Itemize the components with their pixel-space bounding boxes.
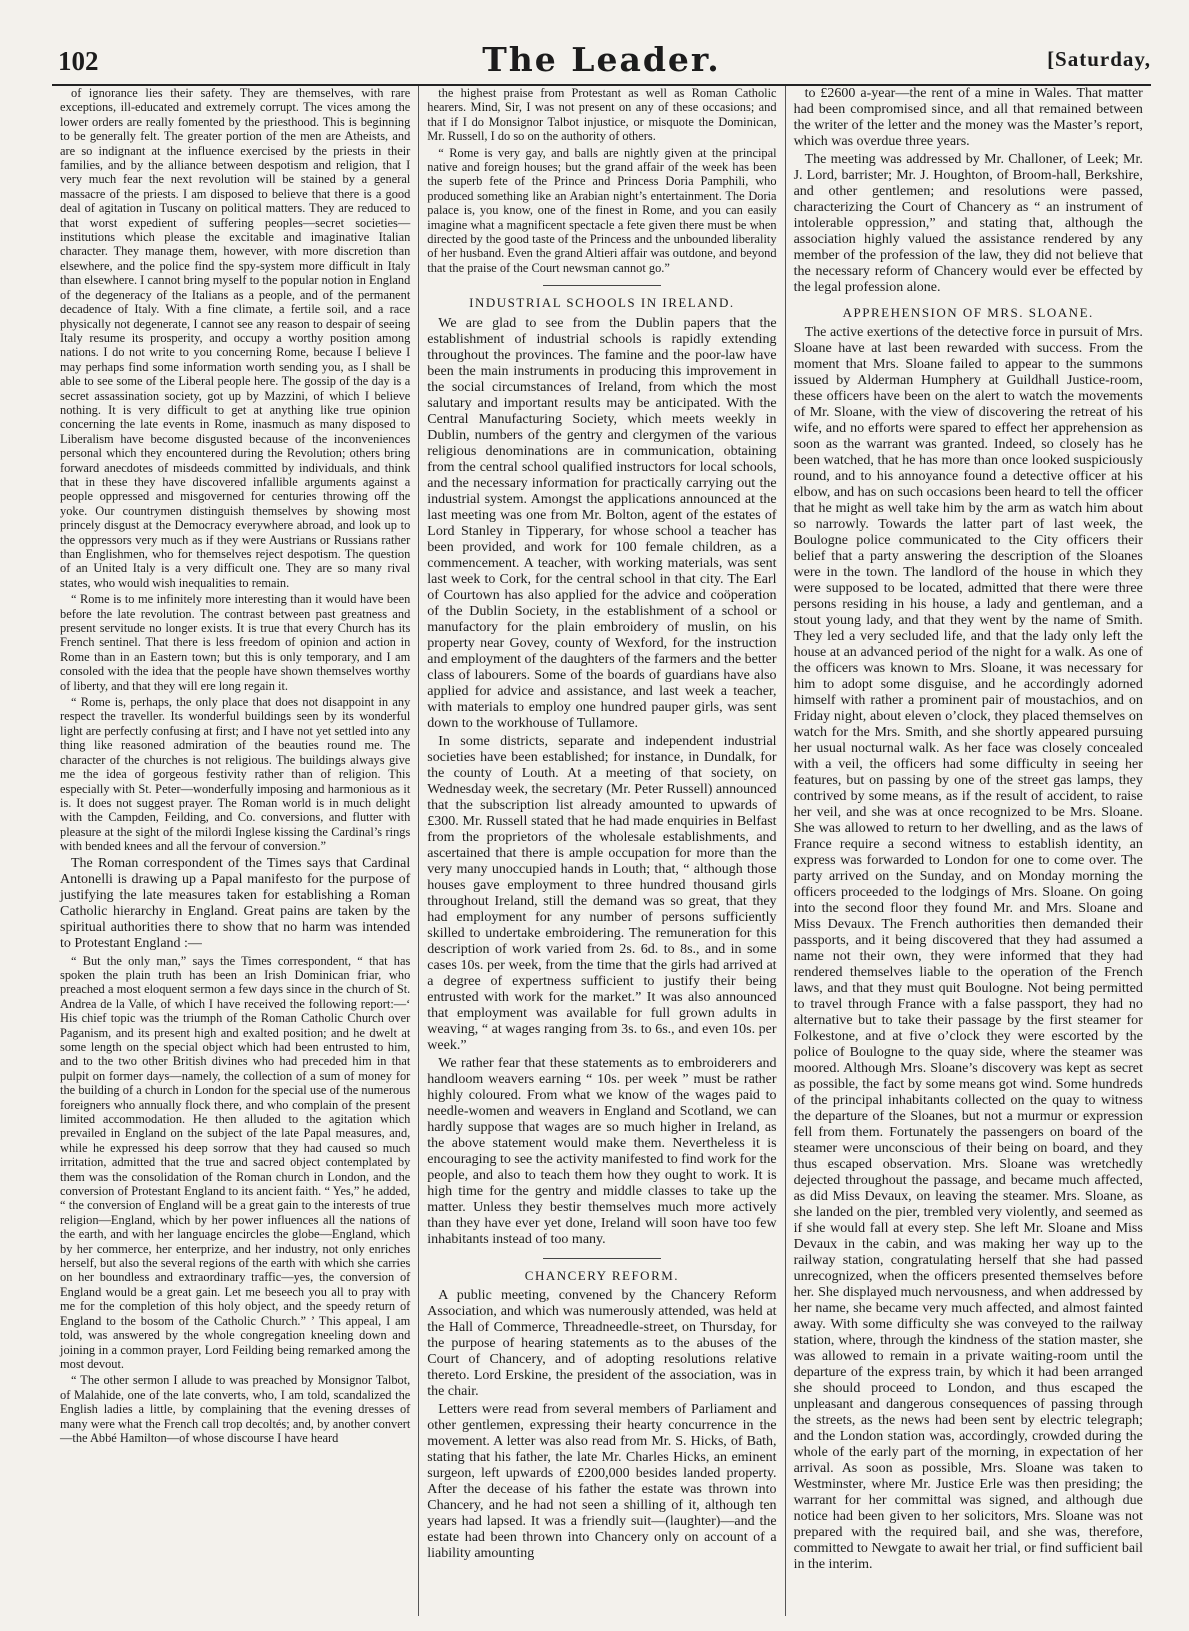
page-header <box>52 0 1151 86</box>
paragraph: In some districts, separate and independent industrial societies have been established; for instance, in Dundalk, for the county of Louth. At a meeting of that society, on Wednesday week, the secretary (Mr. Peter Russell) announced that the subscription list already amounted to upwards of £300. Mr. Russell stated that he had made enquiries in Belfast from the proprietors of the wholesale establishments, and ascertained that there is ample occupation for more than the very many unoccupied hands in Louth; that, “ although those houses gave employment to three hundred thousand girls throughout Ireland, still the demand was so great, that they had employment for any number of persons sufficiently skilled to undertake embroidering. The remuneration for this description of work varied from 2s. 6d. to 8s., and in some cases 10s. per week, from the time that the girls had arrived at a degree of expertness sufficient to justify their being entrusted with work for the market.” It was also announced that employment was available for full grown adults in weaving, “ at wages ranging from 3s. to 6s., and even 10s. per week.” <box>427 733 777 1053</box>
section-heading: APPREHENSION OF MRS. SLOANE. <box>842 305 1094 320</box>
section-divider <box>543 1258 662 1259</box>
paragraph: “ Rome is very gay, and balls are nightly given at the principal native and foreign houses; but the grand affair of the week has been the superb fete of the Prince and Princess Doria Pamphili, who produced something like an Arabian night’s entertainment. The Doria palace is, you know, one of the finest in Rome, and you can easily imagine what a magnificent spectacle a fete given there must be when directed by the good taste of the Princess and the unbounded liberality of her husband. Even the grand Altieri affair was outdone, and beyond that the praise of the Court newsman cannot go.” <box>427 145 777 275</box>
columns <box>52 86 1151 1616</box>
page-number: 102 <box>58 46 99 76</box>
column-1 <box>52 86 418 1616</box>
paragraph: The Roman correspondent of the Times says that Cardinal Antonelli is drawing up a Papal manifesto for the purpose of justifying the late measures taken for establishing a Roman Catholic hierarchy in England. Great pains are taken by the spiritual authorities there to show that no harm was intended to Protestant England :— <box>60 855 411 951</box>
column-3 <box>785 86 1151 1616</box>
header-rule <box>52 84 1151 86</box>
paragraph: The meeting was addressed by Mr. Challoner, of Leek; Mr. J. Lord, barrister; Mr. J. Houghton, of Broom-hall, Berkshire, and other gentlemen; and resolutions were passed, characterizing the Court of Chancery as “ an instrument of intolerable oppression,” and stating that, although the association highly valued the assistance rendered by any member of the profession of the law, they did not believe that the necessary reform of Chancery would ever be effected by the legal profession alone. <box>793 152 1143 295</box>
section-divider <box>543 285 662 286</box>
paragraph: We rather fear that these statements as to embroiderers and handloom weavers earning “ 10s. per week ” must be rather highly coloured. From what we know of the wages paid to needle-women and weavers in England and Scotland, we can hardly suppose that wages are so much higher in Ireland, as the above statement would make them. Nevertheless it is encouraging to see the activity manifested to find work for the people, and also to teach them how they ought to work. It is high time for the gentry and middle classes to take up the matter. Unless they bestir themselves much more actively than they have ever yet done, Ireland will soon have too few inhabitants instead of too many. <box>427 1055 777 1247</box>
paragraph: Letters were read from several members of Parliament and other gentlemen, expressing their hearty concurrence in the movement. A letter was also read from Mr. S. Hicks, of Bath, stating that his father, the late Mr. Charles Hicks, an eminent surgeon, left upwards of £200,000 besides landed property. After the decease of his father the estate was thrown into Chancery, and he had not seen a shilling of it, although ten years had lapsed. It was a friendly suit—(laughter)—and the estate had been thrown into Chancery only on account of a liability amounting <box>427 1402 777 1562</box>
paragraph: “ Rome is to me infinitely more interesting than it would have been before the late revolution. The contrast between past greatness and present servitude no longer exists. It is true that every Church has its French sentinel. That there is less freedom of opinion and action in Rome than in an Eastern town; but this is only temporary, and I am consoled with the idea that the people have shown themselves worthy of liberty, and that they will ere long regain it. <box>60 592 411 693</box>
dateline: [Saturday, <box>1047 47 1151 71</box>
paragraph: “ The other sermon I allude to was preached by Monsignor Talbot, of Malahide, one of the late converts, who, I am told, scandalized the English ladies a little, by complaining that the evening dresses of many were what the French call trop decoltés; and, by another convert—the Abbé Hamilton—of whose discourse I have heard <box>60 1373 411 1445</box>
column-2 <box>418 86 784 1616</box>
paragraph: “ But the only man,” says the Times correspondent, “ that has spoken the plain truth has been an Irish Dominican friar, who preached a most eloquent sermon a few days since in the church of St. Andrea de la Valle, of which I have received the following report:—‘ His chief topic was the triumph of the Roman Catholic Church over Paganism, and its present high and exalted position; and he dwelt at some length on the special object which had been entrusted to him, and to the two other British divines who had preceded him in that pulpit on former days—namely, the collection of a sum of money for the building of a church in London for the special use of the numerous foreigners who annually flock there, and who complain of the present limited accommodation. He then alluded to the agitation which prevailed in England on the subject of the late Papal measures, and, while he expressed his deep sorrow that they had caused so much irritation, admitted that the true and sacred object contemplated by them was the consolidation of the Roman church in London, and the conversion of Protestant England to its ancient faith. “ Yes,” he added, “ the conversion of England will be a great gain to the interests of true religion—England, which by her power influences all the nations of the earth, and with her language encircles the globe—England, which by her commerce, her enterprize, and her industry, not only enriches herself, but also the several regions of the earth with which she carries on her boundless and extraordinary traffic—yes, the conversion of England would be a great gain. Let me beseech you all to pray with me for the completion of this holy object, and the speedy return of England to the bosom of the Catholic Church.” ’ This appeal, I am told, was answered by the whole congregation kneeling down and joining in a common prayer, Lord Feilding being remarked among the most devout. <box>60 953 411 1371</box>
paragraph: the highest praise from Protestant as well as Roman Catholic hearers. Mind, Sir, I was not present on any of these occasions; and that if I do Monsignor Talbot injustice, or misquote the Dominican, Mr. Russell, I do so on the authority of others. <box>427 86 777 144</box>
paragraph: We are glad to see from the Dublin papers that the establishment of industrial schools is rapidly extending throughout the provinces. The famine and the poor-law have been the main instruments in producing this improvement in the social circumstances of Ireland, from which the most salutary and important results may be anticipated. With the Central Manufacturing Society, which meets weekly in Dublin, numbers of the gentry and clergymen of the various religious denominations are in communication, obtaining from the central school qualified instructors for local schools, and the necessary information for practically carrying out the industrial system. Amongst the applications announced at the last meeting was one from Mr. Bolton, agent of the estates of Lord Stanley in Tipperary, for whose school a teacher has been provided, and work for 100 female children, as a commencement. A teacher, with working materials, was sent last week to Cork, for the central school in that city. The Earl of Courtown has also applied for the advice and coöperation of the Dublin Society, in the establishment of a school or manufactory for the plain embroidery of muslin, on his property near Govey, county of Wexford, for the instruction and employment of the daughters of the farmers and the better class of labourers. Some of the boards of guardians have also applied for advice and assistance, and last week a teacher, with materials to employ one hundred pauper girls, was sent down to the workhouse of Tullamore. <box>427 315 777 731</box>
paragraph: of ignorance lies their safety. They are themselves, with rare exceptions, ill-educated and extremely corrupt. The vices among the lower orders are really fomented by the priesthood. This is beginning to be generally felt. The greater portion of the men are Atheists, and are so indignant at the influence exercised by the priests in their families, and by the alliance between despotism and religion, that I very much fear the next revolution will be stained by a general massacre of the priests. I am disposed to believe that there is a good deal of agitation in Tuscany on political matters. They are reduced to that worst expedient of suffering peoples—secret societies—institutions which please the excitable and imaginative Italian character. They manage them, however, with more discretion than elsewhere, and the police find the spy-system more difficult in Italy than elsewhere. I cannot bring myself to the popular notion in England of the degeneracy of the Italians as a people, and of the permanent decadence of Italy. With a fine climate, a fertile soil, and a race physically not degenerate, I cannot see any reason to despair of seeing Italy resume its prosperity, and occupy a worthy position among nations. I do not write to you concerning Rome, because I believe I may perhaps find some information worth sending you, as I shall be able to see some of the Liberal people here. The gossip of the day is a secret assassination society, got up by Mazzini, of which I believe nothing. It is very difficult to get at anything like true opinion concerning the late events in Rome, inasmuch as many disposed to Liberalism have become disgusted because of the inconveniences personal which they encountered during the Revolution; others bring forward anecdotes of misdeeds committed by individuals, and think that in these they have discovered infallible arguments against a people oppressed and misgoverned for centuries throwing off the yoke. Our countrymen distinguish themselves by showing most princely disgust at the Democracy everywhere abroad, and look up to the oppressors very much as if they were Austrians or Russians rather than Englishmen, who for themselves reject despotism. The question of an United Italy is a very difficult one. They are so many rival states, who would wish inequalities to remain. <box>60 86 411 590</box>
paragraph: A public meeting, convened by the Chancery Reform Association, and which was numerously attended, was held at the Hall of Commerce, Threadneedle-street, on Thursday, for the purpose of hearing statements as to the abuses of the Court of Chancery, and of adopting resolutions relative thereto. Lord Erskine, the president of the association, was in the chair. <box>427 1288 777 1400</box>
paragraph: The active exertions of the detective force in pursuit of Mrs. Sloane have at last been rewarded with success. From the moment that Mrs. Sloane failed to appear to the summons issued by Alderman Humphery at Guildhall Justice-room, these officers have been on the alert to watch the movements of Mr. Sloane, with the view of discovering the retreat of his wife, and no efforts were spared to effect her apprehension as soon as the warrant was granted. Indeed, so closely has he been watched, that he has more than once looked suspiciously round, and to his annoyance found a detective officer at his elbow, and has on such occasions been heard to tell the officer that he might as well take him by the arm as watch him about so narrowly. Towards the latter part of last week, the Boulogne police communicated to the City officers their belief that a party answering the description of the Sloanes were in the town. The landlord of the house in which they were supposed to be located, admitted that there were three persons residing in his house, a lady and gentleman, and a stout young lady, and that they went by the name of Smith. They led a very secluded life, and that the lady only left the house at an advanced period of the night for a walk. As one of the officers was known to Mrs. Sloane, it was necessary for him to adopt some disguise, and he accordingly adorned himself with rather a prominent pair of moustachios, and on Friday night, about eleven o’clock, they placed themselves on watch for the Mrs. Smith, and she shortly appeared pursuing her usual nocturnal walk. As her face was closely concealed with a veil, the officers had some difficulty in seeing her features, but on passing by one of the street gas lamps, they contrived by some means, as if the result of accident, to raise her veil, and she was at once recognized to be Mrs. Sloane. She was allowed to return to her dwelling, and as the laws of France require a second witness to establish identity, an express was forwarded to London for one to come over. The party arrived on the Sunday, and on Monday morning the officers proceeded to the lodgings of Mrs. Sloane. On going into the second floor they found Mr. and Mrs. Sloane and Miss Devaux. The French authorities then demanded their passports, and it being discovered that they had assumed a name not their own, they were informed that they had rendered themselves liable to the operation of the French laws, and that they must quit Boulogne. Not being permitted to travel through France with a false passport, they had no alternative but to take their passage by the first steamer for Folkestone, and at five o’clock they were escorted by the police of Boulogne to the quay side, where the steamer was moored. Although Mrs. Sloane’s discovery was kept as secret as possible, the fact by some means got wind. Some hundreds of the principal inhabitants collected on the quay to witness the departure of the Sloanes, but not a murmur or expression fell from them. Fortunately the passengers on board of the steamer were unconscious of their being on board, and they thus escaped observation. Mrs. Sloane was wretchedly dejected throughout the passage, and became much affected, as did Miss Devaux, on leaving the steamer. Mrs. Sloane, as she landed on the pier, trembled very violently, and seemed as if she would fall at every step. She left Mr. Sloane and Miss Devaux in the cabin, and was making her way up to the railway station, congratulating herself that she had passed unrecognized, when the officers presented themselves before her. She displayed much nervousness, and when addressed by her name, she became very much affected, and almost fainted away. With some difficulty she was conveyed to the railway station, where, through the kindness of the station master, she was allowed to remain in a private waiting-room until the departure of the express train, by which it had been arranged she should proceed to London, and thus escaped the unpleasant and dangerous consequences of passing through the streets, as the news had been sent by electric telegraph; and the London station was, accordingly, crowded during the whole of the early part of the morning, in expectation of her arrival. As soon as possible, Mrs. Sloane was taken to Westminster, where Mr. Justice Erle was then presiding; the warrant for her committal was signed, and although due notice had been given to her solicitors, Mrs. Sloane was not prepared with the required bail, and she was, therefore, committed to Newgate to await her trial, or find sufficient bail in the interim. <box>793 325 1143 1573</box>
paragraph: “ Rome is, perhaps, the only place that does not disappoint in any respect the traveller. Its wonderful buildings seen by its wonderful light are perfectly confusing at first; and I have not yet settled into any thing like reasoned admiration of the beauties round me. The character of the churches is not religious. The buildings always give me the idea of gorgeous festivity rather than of religion. This especially with St. Peter—wonderfully imposing and harmonious as it is. It does not suggest prayer. The Roman world is in much delight with the Campden, Feilding, and Co. conversions, and flutter with pleasure at the sight of the milordi Inglese kissing the Cardinal’s rings with bended knees and all the fervour of conversion.” <box>60 695 411 854</box>
section-heading: INDUSTRIAL SCHOOLS IN IRELAND. <box>469 295 735 311</box>
masthead: The Leader. <box>482 40 721 79</box>
paragraph: to £2600 a-year—the rent of a mine in Wales. That matter had been compromised since, and all that remained between the writer of the letter and the money was the Master’s report, which was overdue three years. <box>793 86 1143 149</box>
section-heading: CHANCERY REFORM. <box>524 1267 680 1283</box>
